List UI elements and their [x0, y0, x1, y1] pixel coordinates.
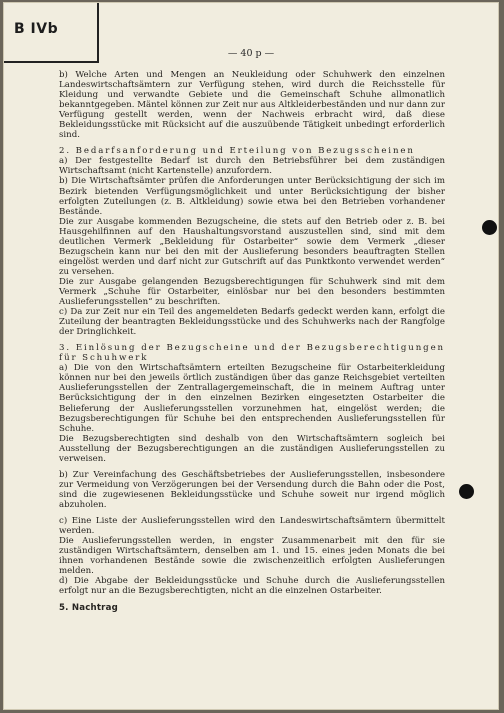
- section-code: B IVb: [14, 21, 59, 37]
- section-heading-3: 3. Einlösung der Bezugscheine und der Bezugsberechtigungen für Schuhwerk: [59, 343, 445, 364]
- paragraph-2b: b) Die Wirtschaftsämter prüfen die Anforderungen unter Berücksichtigung der sich im Bezirk bietenden Verfügungsmöglichkeit und unter Berücksichtigung der bisher erfolgten Zuteilungen (z. B. Altkleidung) sowie etwa bei den Betrieben vorhandener Bestände.: [59, 176, 445, 217]
- paragraph-2b-coupons: Die zur Ausgabe kommenden Bezugscheine, die stets auf den Betrieb oder z. B. bei Hausgehilfinnen auf den Haushaltungsvorstand auszustellen sind, sind mit dem deutlichen Vermerk „Bekleidung für Ostarbeiter“ sowie dem Vermerk „dieser Bezugschein kann nur bei den mit der Auslieferung besonders beauftragten Stellen eingelöst werden und darf nicht zur Gutschrift auf das Punktkonto verwendet werden“ zu versehen.: [59, 216, 445, 277]
- paragraph-2c: c) Da zur Zeit nur ein Teil des angemeldeten Bedarfs gedeckt werden kann, erfolgt die Zuteilung der beantragten Bekleidungsstücke und des Schuhwerks nach der Rangfolge der Dringlichkeit.: [59, 307, 445, 338]
- paragraph-3c: c) Eine Liste der Auslieferungsstellen wird den Landeswirtschaftsämtern übermittelt werden.: [59, 515, 445, 537]
- paragraph-2b-shoes: Die zur Ausgabe gelangenden Bezugsberechtigungen für Schuhwerk sind mit dem Vermerk „Schuhe für Ostarbeiter, einlösbar nur bei den besonders bestimmten Auslieferungsstellen“ zu beschriften.: [59, 276, 445, 308]
- paragraph-b-quantities: b) Welche Arten und Mengen an Neukleidung oder Schuhwerk den einzelnen Landeswirtschaftsämtern zur Verfügung stehen, wird durch die Reichsstelle für Kleidung und verwandte Gebiete und die Gemeinschaft Schuhe allmonatlich bekanntgegeben. Mäntel können zur Zeit nur aus Altkleiderbeständen und nur dann zur Verfügung gestellt werden, wenn der Nachweis erbracht wird, daß diese Bekleidungsstücke mit Rücksicht auf die auszuübende Tätigkeit unbedingt erforderlich sind.: [59, 70, 445, 141]
- section-heading-2: 2. Bedarfsanforderung und Erteilung von Bezugsscheinen: [59, 146, 415, 157]
- paragraph-3a: a) Die von den Wirtschaftsämtern erteilten Bezugscheine für Ostarbeiterkleidung können nur bei den jeweils örtlich zuständigen über das ganze Reichsgebiet verteilten Auslieferungsstellen der Zentrallagergemeinschaft, die in meinem Auftrag unter Berücksichtigung der in den einzelnen Bezirken eingesetzten Ostarbeiter die Belieferung der Auslieferungsstellen vorzunehmen hat, eingelöst werden; die Bezugsberechtigungen für Schuhe bei den entsprechenden Auslieferungsstellen für Schuhe.: [59, 363, 445, 434]
- page-number: — 40 p —: [227, 48, 275, 59]
- punch-hole-icon: [482, 220, 497, 235]
- paragraph-3a-referral: Die Bezugsberechtigten sind deshalb von den Wirtschaftsämtern sogleich bei Ausstellung der Bezugsberechtigungen an die zuständigen Auslieferungsstellen zu verweisen.: [59, 433, 445, 464]
- section-heading-5: 5. Nachtrag: [59, 603, 118, 614]
- paragraph-3d: d) Die Abgabe der Bekleidungsstücke und Schuhe durch die Auslieferungsstellen erfolgt nur an die Bezugsberechtigten, nicht an die einzelnen Ostarbeiter.: [59, 576, 445, 597]
- punch-hole-icon: [459, 484, 474, 499]
- paragraph-3b: b) Zur Vereinfachung des Geschäftsbetriebes der Auslieferungsstellen, insbesondere zur Vermeidung von Verzögerungen bei der Versendung durch die Bahn oder die Post, sind die zugewiesenen Bekleidungsstücke und Schuhe soweit nur irgend möglich abzuholen.: [59, 469, 445, 510]
- document-body: [59, 70, 445, 613]
- paragraph-2a: a) Der festgestellte Bedarf ist durch den Betriebsführer bei dem zuständigen Wirtschaftsamt (nicht Kartenstelle) anzufordern.: [59, 156, 445, 177]
- document-page: [4, 3, 498, 709]
- paragraph-3c-reports: Die Auslieferungsstellen werden, in engster Zusammenarbeit mit den für sie zuständigen Wirtschaftsämtern, denselben am 1. und 15. eines jeden Monats die bei ihnen vorhandenen Bestände sowie die zwischenzeitlich erfolgten Auslieferungen melden.: [59, 536, 445, 577]
